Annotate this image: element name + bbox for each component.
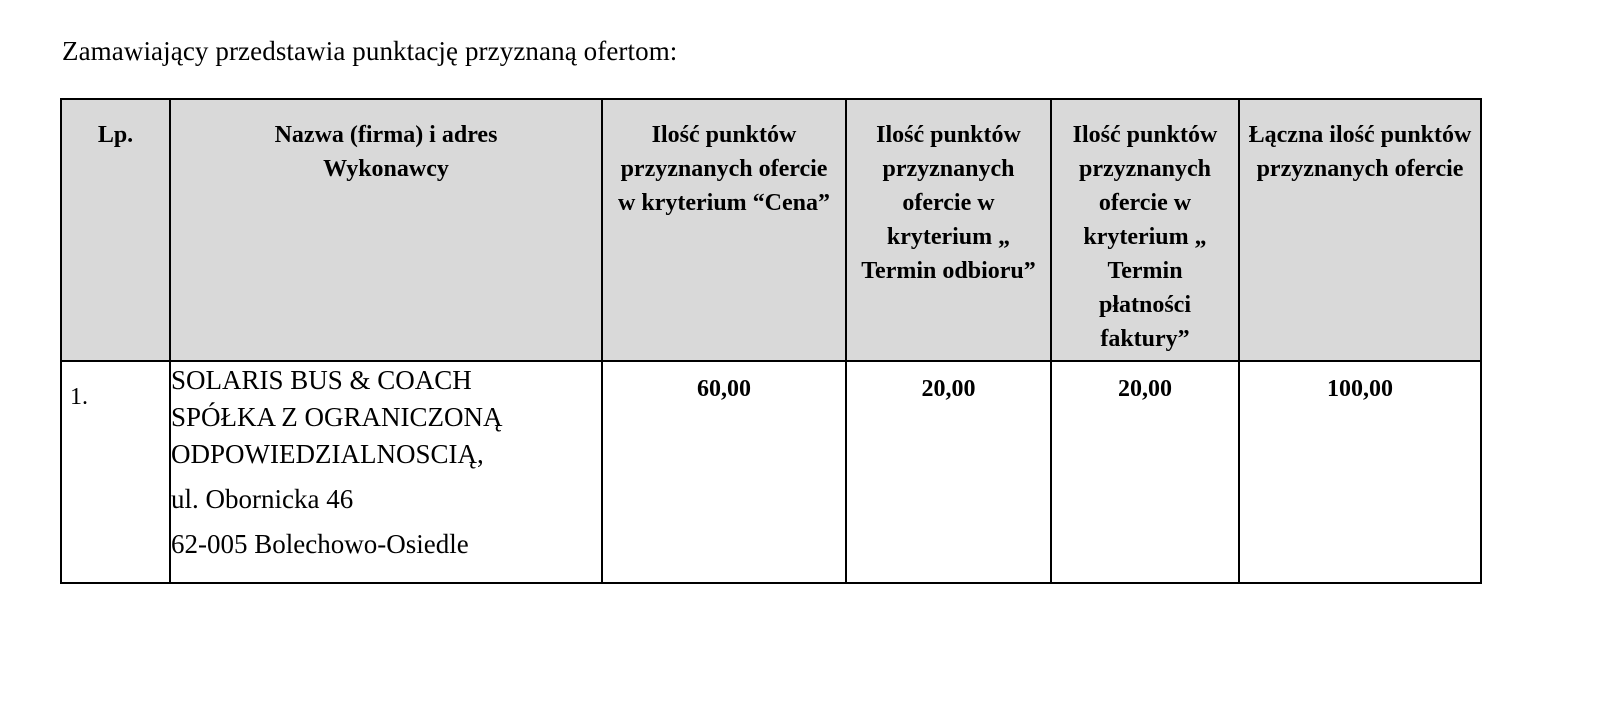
contractor-name-line: ODPOWIEDZIALNOSCIĄ, <box>171 439 484 469</box>
row-lp: 1. <box>61 361 170 583</box>
row-total-points: 100,00 <box>1239 361 1481 583</box>
row-price-points: 60,00 <box>602 361 846 583</box>
header-lp-label: Lp. <box>97 122 134 148</box>
header-price-points-label: Ilość punktów przyznanych ofercie w kryterium “Cena” <box>618 122 830 216</box>
header-contractor <box>170 99 602 361</box>
scores-table <box>60 98 1482 584</box>
header-price-points <box>602 99 846 361</box>
contractor-street: ul. Obornicka 46 <box>171 484 354 514</box>
intro-text: Zamawiający przedstawia punktację przyznaną ofertom: <box>62 36 678 66</box>
table-row <box>61 361 1481 583</box>
header-payment-points <box>1051 99 1239 361</box>
header-payment-points-label: Ilość punktów przyznanych ofercie w kryterium „ Termin płatności faktury” <box>1072 122 1218 352</box>
header-lp <box>61 99 170 361</box>
row-contractor <box>170 361 602 583</box>
header-total-points <box>1239 99 1481 361</box>
header-pickup-points-label: Ilość punktów przyznanych ofercie w kryterium „ Termin odbioru” <box>861 122 1036 284</box>
contractor-name-line: SOLARIS BUS & COACH <box>171 365 472 395</box>
contractor-name-line: SPÓŁKA Z OGRANICZONĄ <box>171 402 503 432</box>
header-pickup-points <box>846 99 1051 361</box>
table-header-row <box>61 99 1481 361</box>
row-payment-points: 20,00 <box>1051 361 1239 583</box>
row-pickup-points: 20,00 <box>846 361 1051 583</box>
header-contractor-label: Nazwa (firma) i adres Wykonawcy <box>274 122 498 182</box>
header-total-points-label: Łączna ilość punktów przyznanych ofercie <box>1248 122 1472 182</box>
contractor-city: 62-005 Bolechowo-Osiedle <box>171 529 469 559</box>
